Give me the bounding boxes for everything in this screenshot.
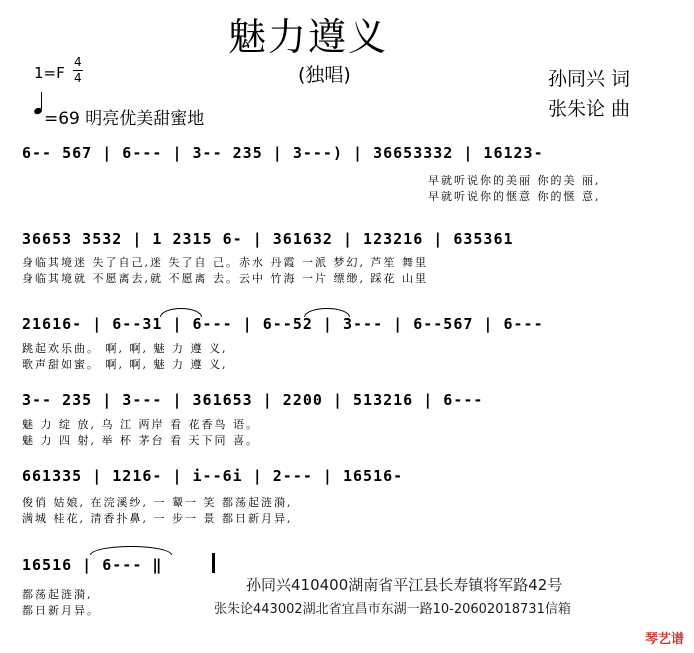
notation-row-4: 3-- 235 | 3--- | 361653 | 2200 | 513216 | 6--- xyxy=(22,391,484,409)
site-logo: 琴艺谱 xyxy=(644,632,684,647)
lyric-row-2-verse-2: 身临其境就 不愿离去,就 不愿离 去。云中 竹海 一片 缥缈, 踩花 山里 xyxy=(22,272,428,285)
composer-address: 张朱论443002湖北省宜昌市东湖一路10-20602018731信箱 xyxy=(214,602,571,617)
lyric-row-5-verse-1: 俊俏 姑娘, 在浣溪纱, 一 颦一 笑 都荡起涟漪, xyxy=(22,496,293,509)
lyric-row-4-verse-2: 魅 力 四 射, 举 杯 茅台 看 天下同 喜。 xyxy=(22,434,259,447)
notation-row-6: 16516 | 6--- ‖ xyxy=(22,556,163,574)
lyric-row-1-verse-2: 早就听说你的惬意 你的惬 意, xyxy=(428,190,601,203)
composer-credit: 张朱论 曲 xyxy=(548,98,631,120)
lyric-row-6-verse-1: 都荡起涟漪, xyxy=(22,588,93,601)
lyric-row-1-verse-1: 早就听说你的美丽 你的美 丽, xyxy=(428,174,601,187)
tempo-marking: =69 明亮优美甜蜜地 xyxy=(44,109,205,129)
notation-row-3: 21616- | 6--31 | 6--- | 6--52 | 3--- | 6--567 | 6--- xyxy=(22,315,544,333)
song-subtitle: (独唱) xyxy=(298,64,351,86)
notation-row-5: 661335 | 1216- | i--6i | 2--- | 16516- xyxy=(22,467,404,485)
song-title: 魅力遵义 xyxy=(228,15,389,59)
lyric-row-4-verse-1: 魅 力 绽 放, 乌 江 两岸 看 花香鸟 语。 xyxy=(22,418,259,431)
notation-row-1: 6-- 567 | 6--- | 3-- 235 | 3---) | 36653332 | 16123- xyxy=(22,144,544,162)
lyricist-address: 孙同兴410400湖南省平江县长寿镇将军路42号 xyxy=(246,576,563,594)
lyric-row-6-verse-2: 都日新月异。 xyxy=(22,604,100,617)
time-signature-bottom: 4 xyxy=(74,71,82,85)
lyricist-credit: 孙同兴 词 xyxy=(548,68,631,90)
lyric-row-5-verse-2: 满城 桂花, 清香扑鼻, 一 步一 景 都日新月异, xyxy=(22,512,293,525)
time-signature-top: 4 xyxy=(74,55,82,69)
notation-row-2: 36653 3532 | 1 2315 6- | 361632 | 123216 | 635361 xyxy=(22,230,514,248)
key-signature: 1=F xyxy=(34,64,65,82)
lyric-row-3-verse-1: 跳起欢乐曲。 啊, 啊, 魅 力 遵 义, xyxy=(22,342,228,355)
lyric-row-2-verse-1: 身临其境迷 失了自己,迷 失了自 己。赤水 丹霞 一派 梦幻, 芦笙 舞里 xyxy=(22,256,428,269)
lyric-row-3-verse-2: 歌声甜如蜜。 啊, 啊, 魅 力 遵 义, xyxy=(22,358,228,371)
